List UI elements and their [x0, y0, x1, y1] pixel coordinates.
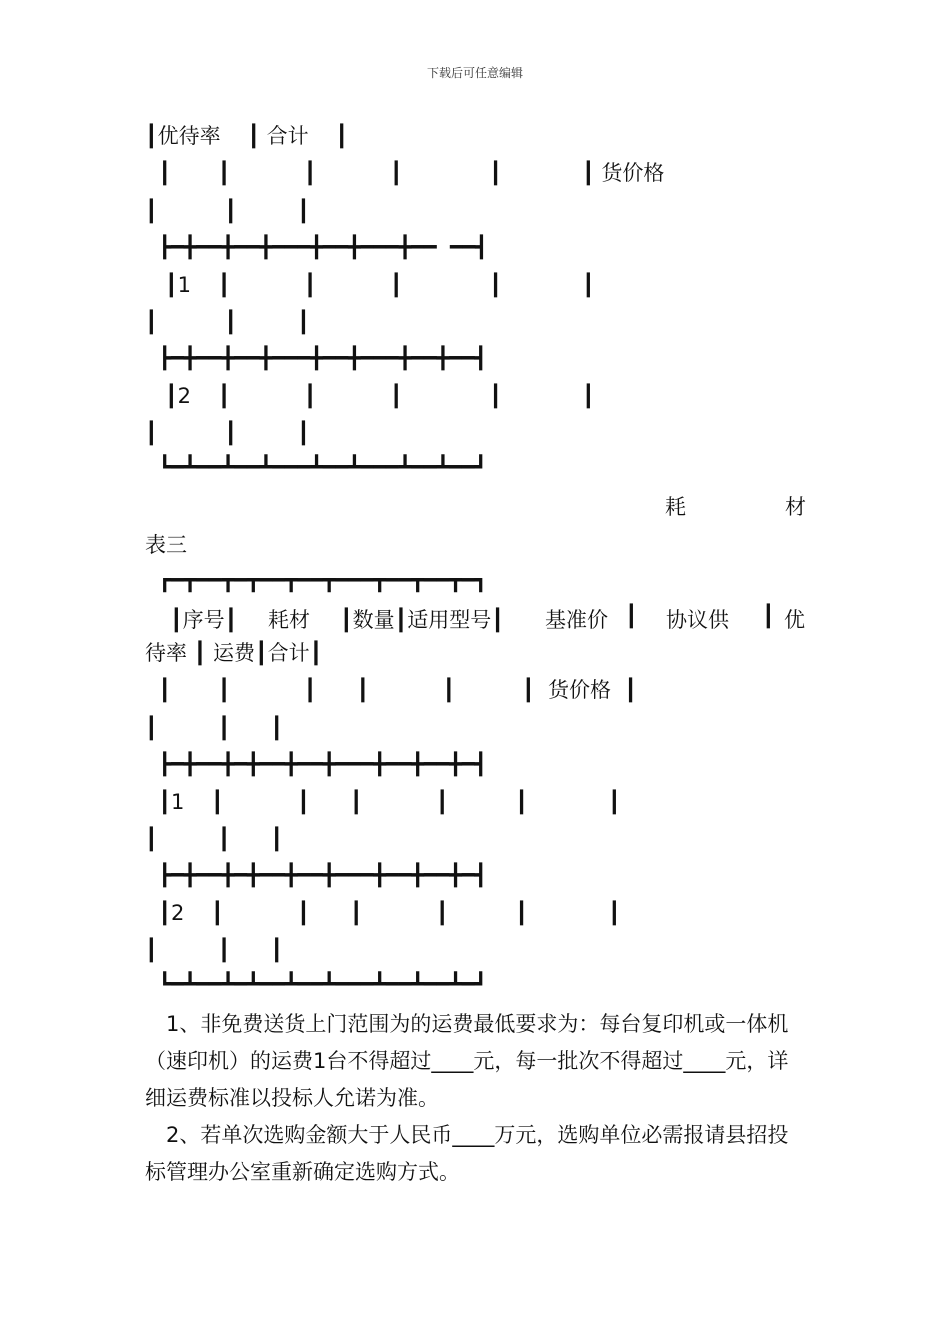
- table2-header-row-a: ┃优待率 ┃ 合计 ┃: [145, 124, 349, 148]
- notes-section: [145, 1006, 807, 1191]
- table3-header-cell: 优: [784, 608, 805, 632]
- table3-row-1b: ┃ ┃ ┃: [145, 827, 284, 851]
- table2-row-2a: ┃2 ┃ ┃ ┃ ┃ ┃: [145, 384, 595, 408]
- table3-separator-2: ┣━╋━━╋━╋━━╋━━╋━━━╋━━╋━━╋━┫: [145, 863, 488, 887]
- table2-header-row-c: ┃ ┃ ┃: [145, 199, 310, 223]
- table3-header-cell: ┃: [625, 604, 638, 628]
- table3-row-1a: ┃1 ┃ ┃ ┃ ┃ ┃ ┃: [145, 790, 621, 814]
- table3-header-row-4: ┃ ┃ ┃: [145, 716, 284, 740]
- table2-separator-2: ┣━╋━━╋━━╋━━━╋━━╋━━━╋━━╋━━┫: [145, 346, 488, 370]
- table3-row-2b: ┃ ┃ ┃: [145, 938, 284, 962]
- table2-separator-1: ┣━╋━━╋━━╋━━━╋━━╋━━━╋━━ ━━┫: [145, 235, 488, 259]
- table2-row-2b: ┃ ┃ ┃: [145, 421, 310, 445]
- table3-top-border: ┏━┳━━┳━┳━━┳━━┳━━━┳━━┳━━┳━┓: [145, 568, 488, 592]
- section-title-part-1: 耗: [665, 495, 686, 519]
- table3-header-row-3: ┃ ┃ ┃ ┃ ┃ ┃ 货价格 ┃: [145, 678, 637, 702]
- table3-header-cell: 耗材: [268, 608, 310, 632]
- page-header-note: 下载后可任意编辑: [426, 66, 523, 80]
- table2-row-1a: ┃1 ┃ ┃ ┃ ┃ ┃: [145, 273, 595, 297]
- note-paragraph-2: 2、若单次选购金额大于人民币____万元，选购单位必需报请县招投标管理办公室重新确定选购方式。: [145, 1123, 789, 1184]
- table3-header-row-2: 待率 ┃ 运费┃合计┃: [145, 641, 323, 665]
- table3-header-cell: 协议供: [666, 608, 729, 632]
- table2-row-1b: ┃ ┃ ┃: [145, 310, 310, 334]
- table2-bottom-border: ┗━┻━━┻━━┻━━━┻━━┻━━━┻━━┻━━┛: [145, 455, 488, 479]
- table3-header-cell: 基准价: [545, 608, 608, 632]
- section-title-part-3: 表三: [145, 533, 187, 557]
- table3-header-cell: ┃数量┃适用型号┃: [340, 608, 504, 632]
- table3-header-cell: ┃: [762, 604, 775, 628]
- table3-header-row-1: [0, 604, 950, 632]
- table3-row-2a: ┃2 ┃ ┃ ┃ ┃ ┃ ┃: [145, 901, 621, 925]
- section-title-part-2: 材: [785, 495, 806, 519]
- note-paragraph-1: 1、非免费送货上门范围为的运费最低要求为：每台复印机或一体机（速印机）的运费1台不得超过____元，每一批次不得超过____元，详细运费标准以投标人允诺为准。: [145, 1012, 789, 1110]
- table2-header-row-b: ┃ ┃ ┃ ┃ ┃ ┃ 货价格: [145, 161, 665, 185]
- table3-bottom-border: ┗━┻━━┻━┻━━┻━━┻━━━┻━━┻━━┻━┛: [145, 972, 488, 996]
- table3-header-cell: ┃序号┃: [170, 608, 238, 632]
- table3-separator-1: ┣━╋━━╋━╋━━╋━━╋━━━╋━━╋━━╋━┫: [145, 752, 488, 776]
